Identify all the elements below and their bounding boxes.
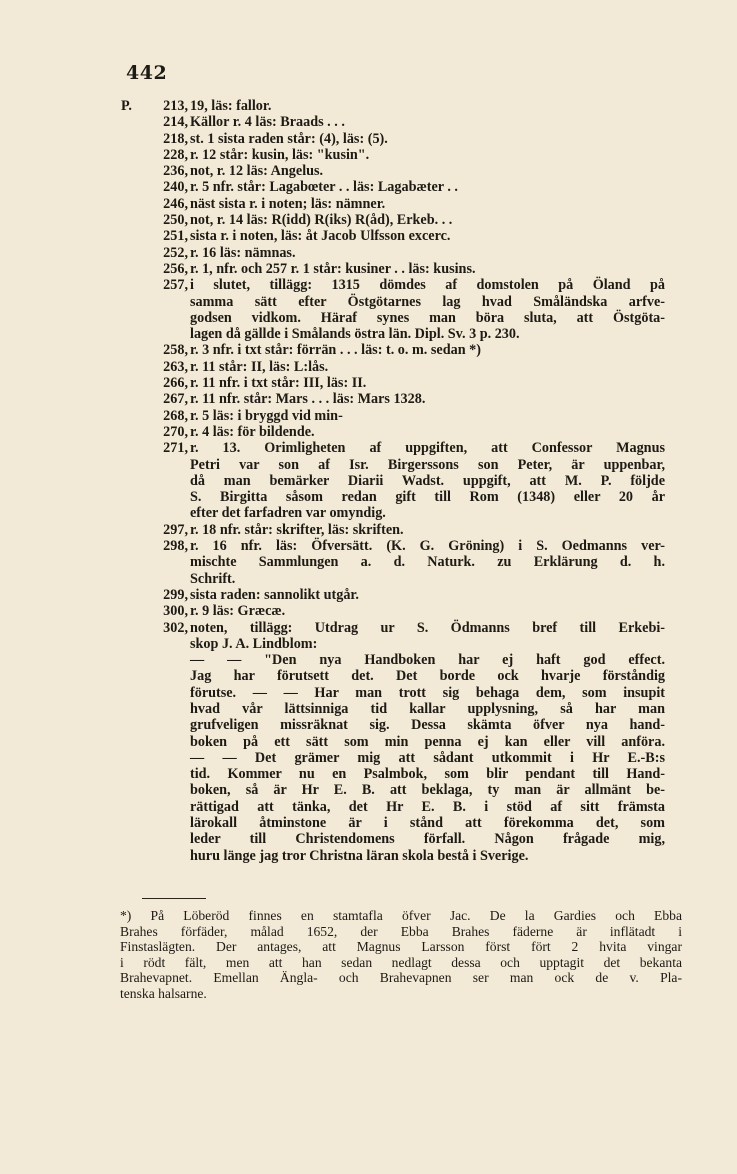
errata-page-ref: [120, 359, 188, 375]
errata-ref-number: 218,: [163, 130, 188, 147]
errata-text-line: noten, tillägg: Utdrag ur S. Ödmanns bref till Erkebi-: [190, 619, 665, 636]
errata-ref-number: 266,: [163, 375, 188, 392]
errata-entry: [120, 391, 665, 407]
errata-page-ref: [120, 587, 188, 603]
footnote: [120, 908, 682, 1002]
quote-line: — — "Den nya Handboken har ej haft god effect.: [190, 652, 665, 669]
errata-ref-number: 299,: [163, 586, 188, 603]
errata-text-line: r. 4 läs: för bildende.: [190, 423, 315, 440]
errata-page-ref: [120, 440, 188, 456]
errata-text-line: r. 1, nfr. och 257 r. 1 står: kusiner . . läs: kusins.: [190, 260, 476, 277]
errata-ref-number: 263,: [163, 358, 188, 375]
errata-text-line: r. 12 står: kusin, läs: "kusin".: [190, 146, 370, 163]
errata-text-line: r. 3 nfr. i txt står: förrän . . . läs: t. o. m. sedan *): [190, 342, 481, 359]
errata-page-ref: [120, 212, 188, 228]
errata-entry: [120, 587, 665, 603]
quote-line: grufveligen missräknat sig. Dessa skämta öfver nya hand-: [190, 717, 665, 734]
errata-entry: [120, 538, 665, 587]
errata-page-ref: [120, 114, 188, 130]
errata-entry: [120, 277, 665, 342]
quote-line: rättigad att tänka, det Hr E. B. i stöd af sitt främsta: [190, 798, 665, 815]
footnote-line: Brahes förfäder, målad 1652, der Ebba Brahes fäderne är inflätadt i: [120, 923, 682, 939]
errata-text-line: r. 11 nfr. i txt står: III, läs: II.: [190, 375, 367, 392]
errata-text-line: mischte Sammlungen a. d. Naturk. zu Erklärung d. h.: [190, 554, 665, 571]
errata-ref-number: 271,: [163, 440, 188, 457]
errata-text-line: r. 11 står: II, läs: L:lås.: [190, 358, 329, 375]
errata-ref-number: 302,: [163, 619, 188, 636]
errata-text-line: r. 5 nfr. står: Lagabœter . . läs: Lagabæter . .: [190, 179, 458, 196]
quote-line: — — Det grämer mig att sådant utkommit i Hr E.-B:s: [190, 749, 665, 766]
errata-text-line: näst sista r. i noten; läs: nämner.: [190, 195, 386, 212]
errata-ref-number: 251,: [163, 228, 188, 245]
errata-page-ref: [120, 391, 188, 407]
footnote-line: Brahevapnet. Emellan Ängla- och Brahevapnen ser man ock de v. Pla-: [120, 970, 682, 986]
errata-text-line: då man bemärker Diarii Wadst. uppgift, att M. P. följde: [190, 472, 665, 489]
quote-line: hvad vår lättsinniga tid kallar upplysning, så har man: [190, 700, 665, 717]
errata-ref-number: 258,: [163, 342, 188, 359]
quote-line: förutse. — — Har man trott sig behaga dem, som insupit: [190, 684, 665, 701]
errata-page-ref: [120, 277, 188, 293]
page-number: 442: [126, 62, 168, 84]
footnote-divider: [142, 898, 206, 899]
errata-text-line: godsen vidkom. Häraf synes man böra sluta, att Östgöta-: [190, 309, 665, 326]
errata-ref-number: 267,: [163, 391, 188, 408]
errata-ref-number: 297,: [163, 521, 188, 538]
errata-text-line: r. 16 nfr. läs: Öfversätt. (K. G. Gröning) i S. Oedmanns ver-: [190, 538, 665, 555]
errata-entry: [120, 228, 665, 244]
errata-entry: [120, 98, 665, 114]
errata-entry: [120, 114, 665, 130]
errata-page-ref: [120, 163, 188, 179]
errata-ref-number: 257,: [163, 277, 188, 294]
errata-ref-number: 268,: [163, 407, 188, 424]
errata-entry: [120, 603, 665, 619]
footnote-line: i rödt fält, men att han sedan nedlagt dessa och upptagit det bekanta: [120, 954, 682, 970]
errata-text-line: r. 11 nfr. står: Mars . . . läs: Mars 1328.: [190, 391, 426, 408]
errata-text-line: r. 16 läs: nämnas.: [190, 244, 296, 261]
errata-entry: [120, 245, 665, 261]
quote-line: lärokall åtminstone är i stånd att förekomma det, som: [190, 815, 665, 832]
errata-entry: [120, 424, 665, 440]
errata-entry: [120, 131, 665, 147]
errata-entry: [120, 359, 665, 375]
errata-ref-number: 246,: [163, 195, 188, 212]
errata-entry: [120, 375, 665, 391]
errata-ref-number: 213,: [163, 98, 188, 114]
quote-line: leder till Christendomens förfall. Någon frågade mig,: [190, 831, 665, 848]
errata-page-ref: [120, 196, 188, 212]
errata-ref-number: 236,: [163, 163, 188, 180]
errata-entry: [120, 212, 665, 228]
errata-ref-number: 240,: [163, 179, 188, 196]
errata-page-ref: [120, 424, 188, 440]
quote-line: boken, så är Hr E. B. att beklaga, ty man är allmänt be-: [190, 782, 665, 799]
errata-page-ref: [120, 228, 188, 244]
errata-page-ref: [120, 375, 188, 391]
errata-ref-number: 270,: [163, 423, 188, 440]
errata-ref-number: 214,: [163, 114, 188, 131]
errata-entry: [120, 261, 665, 277]
errata-text-line: r. 5 läs: i bryggd vid min-: [190, 407, 343, 424]
errata-ref-number: 300,: [163, 603, 188, 620]
quote-line: boken på ett sätt som min penna ej kan eller vill anföra.: [190, 733, 665, 750]
errata-text-line: not, r. 12 läs: Angelus.: [190, 163, 324, 180]
errata-page-ref: [120, 342, 188, 358]
errata-text-line: sista raden: sannolikt utgår.: [190, 586, 359, 603]
errata-ref-number: 228,: [163, 146, 188, 163]
errata-entry: [120, 163, 665, 179]
errata-page-ref: [120, 620, 188, 636]
errata-text-line: r. 9 läs: Græcæ.: [190, 603, 286, 620]
errata-text-line: sista r. i noten, läs: åt Jacob Ulfsson excerc.: [190, 228, 451, 245]
errata-text-line: not, r. 14 läs: R(idd) R(iks) R(åd), Erkeb. . .: [190, 212, 453, 229]
errata-text-line: Schrift.: [190, 570, 236, 587]
errata-page-ref: [120, 179, 188, 195]
quote-line: tid. Kommer nu en Psalmbok, som blir pendant till Hand-: [190, 766, 665, 783]
errata-entry: [120, 522, 665, 538]
errata-page-ref: [120, 98, 188, 114]
errata-text-line: efter det farfadren var omyndig.: [190, 505, 386, 522]
errata-text-line: r. 18 nfr. står: skrifter, läs: skriften.: [190, 521, 404, 538]
errata-page-ref: [120, 245, 188, 261]
page-abbrev: P.: [121, 98, 132, 114]
errata-entry: [120, 179, 665, 195]
errata-entry: [120, 196, 665, 212]
errata-list: [120, 98, 665, 864]
footnote-line: tenska halsarne.: [120, 985, 207, 1001]
errata-entry: [120, 440, 665, 521]
footnote-line: Finstaslägten. Der antages, att Magnus Larsson först fört 2 hvita vingar: [120, 939, 682, 955]
errata-text-line: r. 13. Orimligheten af uppgiften, att Confessor Magnus: [190, 440, 665, 457]
errata-page-ref: [120, 261, 188, 277]
quote-line: Jag har förutsett det. Det borde ock hvarje förståndig: [190, 668, 665, 685]
errata-text-line: Petri var son af Isr. Birgerssons son Peter, är uppenbar,: [190, 456, 665, 473]
errata-page-ref: [120, 603, 188, 619]
errata-ref-number: 256,: [163, 260, 188, 277]
errata-page-ref: [120, 147, 188, 163]
errata-page-ref: [120, 408, 188, 424]
errata-ref-number: 298,: [163, 538, 188, 555]
errata-text-line: S. Birgitta såsom redan gift till Rom (1348) eller 20 år: [190, 489, 665, 506]
errata-ref-number: 250,: [163, 212, 188, 229]
errata-text-line: Källor r. 4 läs: Braads . . .: [190, 114, 345, 131]
errata-ref-number: 252,: [163, 244, 188, 261]
errata-text-line: samma sätt efter Östgötarnes lag hvad Småländska arfve-: [190, 293, 665, 310]
errata-text-line: st. 1 sista raden står: (4), läs: (5).: [190, 130, 388, 147]
quote-line: huru länge jag tror Christna läran skola bestå i Sverige.: [190, 847, 529, 864]
errata-text-line: i slutet, tillägg: 1315 dömdes af domstolen på Öland på: [190, 277, 665, 294]
letter-quote: [120, 652, 665, 864]
errata-text-line: 19, läs: fallor.: [190, 98, 272, 114]
errata-entry: [120, 147, 665, 163]
errata-text-line: lagen då gällde i Smålands östra län. Dipl. Sv. 3 p. 230.: [190, 326, 520, 343]
errata-text-line: skop J. A. Lindblom:: [190, 635, 318, 652]
footnote-line: *) På Löberöd finnes en stamtafla öfver Jac. De la Gardies och Ebba: [120, 908, 682, 923]
errata-page-ref: [120, 538, 188, 554]
errata-entry: [120, 342, 665, 358]
errata-page-ref: [120, 131, 188, 147]
errata-entry: [120, 620, 665, 653]
errata-entry: [120, 408, 665, 424]
errata-page-ref: [120, 522, 188, 538]
